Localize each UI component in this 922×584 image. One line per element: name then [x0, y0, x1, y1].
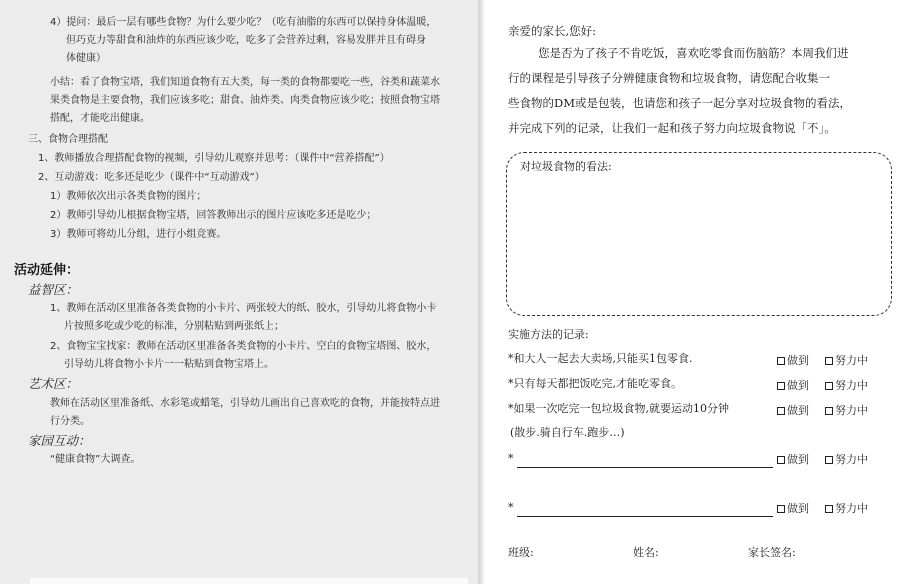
checkbox-icon[interactable]	[777, 382, 785, 390]
checkbox-icon[interactable]	[825, 382, 833, 390]
letter-paragraph-line-3: 些食物的DM或是包装，也请您和孩子一起分享对垃圾食物的看法，	[508, 96, 851, 110]
section-3-item-1: 1、教师播放合理搭配食物的视频，引导幼儿观察并思考：（课件中“营养搭配”）	[38, 153, 390, 164]
puzzle-item-2-line-1: 2、食物宝宝找家：教师在活动区里准备各类食物的小卡片、空白的食物宝塔图、胶水，	[50, 341, 437, 352]
art-area-line-1: 教师在活动区里准备纸、水彩笔或蜡笔，引导幼儿画出自己喜欢吃的食物，并能按特点进	[50, 398, 440, 409]
summary-line-3: 搭配，才能吃出健康。	[50, 113, 150, 124]
record-3-trying-option[interactable]: 努力中	[825, 402, 868, 418]
blank-1-trying-option[interactable]: 努力中	[825, 451, 868, 467]
section-3-item-2: 2、互动游戏：吃多还是吃少（课件中“互动游戏”）	[38, 172, 265, 183]
record-2-trying-option[interactable]: 努力中	[825, 377, 868, 393]
record-item-1: *和大人一起去大卖场,只能买1包零食.	[508, 352, 693, 365]
bottom-edge-strip	[30, 578, 468, 584]
record-2-done-option[interactable]: 做到	[777, 377, 809, 393]
checkbox-icon[interactable]	[777, 407, 785, 415]
class-field-label[interactable]: 班级:	[508, 546, 534, 559]
checkbox-icon[interactable]	[777, 505, 785, 513]
puzzle-item-1-line-2: 片按照多吃或少吃的标准，分别粘贴到两张纸上；	[64, 321, 284, 332]
record-1-trying-option[interactable]: 努力中	[825, 352, 868, 368]
opinion-box-label: 对垃圾食物的看法:	[520, 160, 612, 173]
checkbox-icon[interactable]	[777, 357, 785, 365]
summary-line-1: 小结：看了食物宝塔，我们知道食物有五大类，每一类的食物都要吃一些，谷类和蔬菜水	[50, 77, 440, 88]
record-item-2: *只有每天都把饭吃完,才能吃零食。	[508, 377, 682, 390]
art-area-line-2: 行分类。	[50, 416, 90, 427]
record-1-done-option[interactable]: 做到	[777, 352, 809, 368]
blank-1-done-option[interactable]: 做到	[777, 451, 809, 467]
game-step-2: 2）教师引导幼儿根据食物宝塔，回答教师出示的图片应该吃多还是吃少；	[50, 210, 377, 221]
blank-record-bullet: *	[508, 501, 514, 514]
question-4-line-3: 体健康）	[66, 53, 106, 64]
record-section-title: 实施方法的记录:	[508, 328, 589, 341]
blank-2-done-option[interactable]: 做到	[777, 500, 809, 516]
letter-greeting: 亲爱的家长,您好:	[508, 24, 597, 38]
art-area-heading: 艺术区：	[28, 376, 79, 391]
summary-line-2: 果类食物是主要食物，我们应该多吃；甜食、油炸类、肉类食物应该少吃；按照食物宝塔	[50, 95, 440, 106]
opinion-box[interactable]	[506, 152, 892, 316]
blank-2-trying-option[interactable]: 努力中	[825, 500, 868, 516]
game-step-1: 1）教师依次出示各类食物的图片；	[50, 191, 207, 202]
blank-record-line-2[interactable]	[517, 516, 773, 517]
question-4-line-2: 但巧克力等甜食和油炸的东西应该少吃，吃多了会营养过剩，容易发胖并且有碍身	[66, 35, 426, 46]
home-school-survey: “健康食物”大调查。	[50, 454, 141, 465]
name-field-label[interactable]: 姓名:	[633, 546, 659, 559]
blank-record-bullet: *	[508, 452, 514, 465]
puzzle-item-2-line-2: 引导幼儿将食物小卡片一一粘贴到食物宝塔上。	[64, 359, 274, 370]
checkbox-icon[interactable]	[777, 456, 785, 464]
home-school-heading: 家园互动：	[28, 433, 91, 448]
puzzle-item-1-line-1: 1、教师在活动区里准备各类食物的小卡片、两张较大的纸、胶水，引导幼儿将食物小卡	[50, 303, 437, 314]
section-3-heading: 三、食物合理搭配	[28, 134, 108, 145]
letter-paragraph-line-1: 您是否为了孩子不肯吃饭，喜欢吃零食而伤脑筋？本周我们进	[538, 46, 849, 60]
puzzle-area-heading: 益智区：	[28, 282, 79, 297]
game-step-3: 3）教师可将幼儿分组，进行小组竞赛。	[50, 229, 227, 240]
question-4-line-1: 4）提问：最后一层有哪些食物？为什么要少吃？（吃有油脂的东西可以保持身体温暖，	[50, 17, 437, 28]
letter-paragraph-line-2: 行的课程是引导孩子分辨健康食物和垃圾食物，请您配合收集一	[508, 71, 830, 85]
record-item-3: *如果一次吃完一包垃圾食物,就要运动10分钟	[508, 402, 729, 415]
checkbox-icon[interactable]	[825, 407, 833, 415]
checkbox-icon[interactable]	[825, 456, 833, 464]
blank-record-line-1[interactable]	[517, 467, 773, 468]
record-3-done-option[interactable]: 做到	[777, 402, 809, 418]
checkbox-icon[interactable]	[825, 357, 833, 365]
record-item-3-note: (散步.骑自行车.跑步…)	[510, 426, 625, 439]
activity-extension-heading: 活动延伸：	[14, 263, 80, 278]
checkbox-icon[interactable]	[825, 505, 833, 513]
letter-paragraph-line-4: 并完成下列的记录，让我们一起和孩子努力向垃圾食物说「不」。	[508, 121, 836, 135]
parent-signature-label[interactable]: 家长签名:	[748, 546, 796, 559]
